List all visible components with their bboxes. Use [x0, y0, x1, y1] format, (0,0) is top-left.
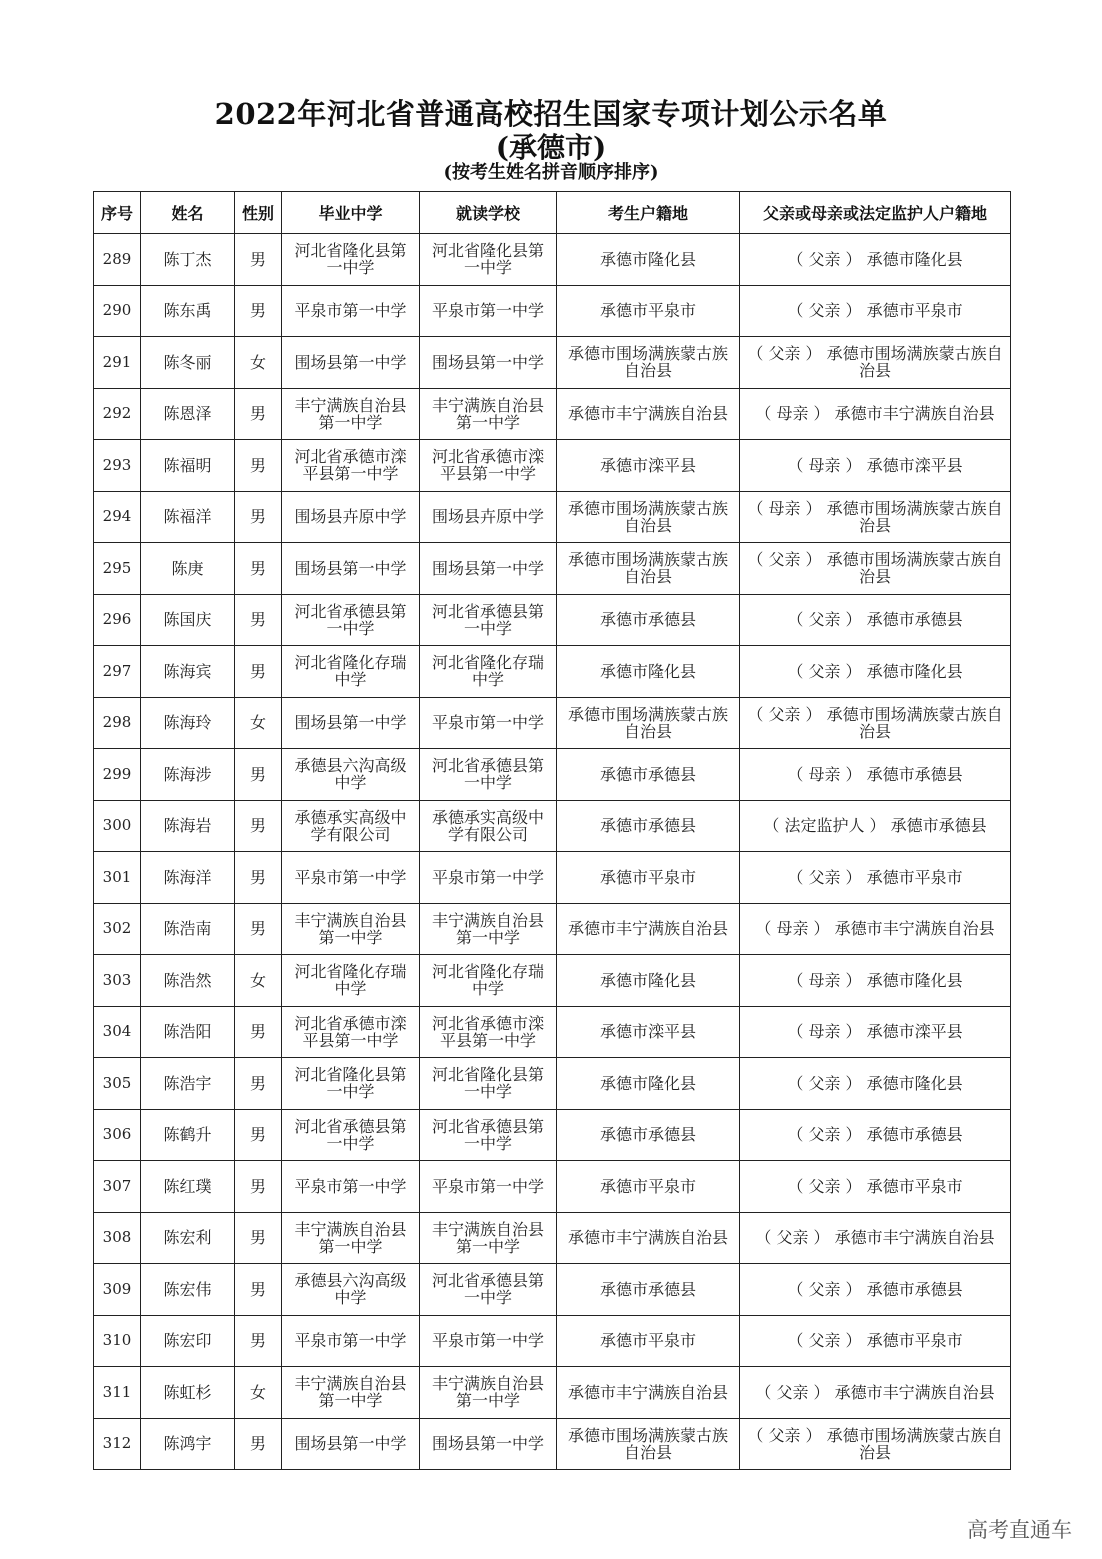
cell-guardian-household: （ 父亲 ） 承德市承德县: [740, 1264, 1011, 1316]
cell-seq: 304: [94, 1006, 141, 1058]
cell-guardian-household: （ 父亲 ） 承德市承德县: [740, 594, 1011, 646]
cell-name: 陈虹杉: [141, 1367, 235, 1419]
cell-name: 陈福洋: [141, 491, 235, 543]
cell-graduated-school: 承德县六沟高级中学: [282, 1264, 420, 1316]
cell-graduated-school: 丰宁满族自治县第一中学: [282, 388, 420, 440]
cell-name: 陈鸿宇: [141, 1418, 235, 1470]
cell-seq: 291: [94, 337, 141, 389]
cell-current-school: 河北省承德县第一中学: [420, 749, 557, 801]
cell-name: 陈红璞: [141, 1161, 235, 1213]
cell-seq: 305: [94, 1058, 141, 1110]
cell-gender: 男: [235, 543, 282, 595]
cell-name: 陈福明: [141, 440, 235, 492]
cell-current-school: 河北省隆化县第一中学: [420, 1058, 557, 1110]
cell-current-school: 丰宁满族自治县第一中学: [420, 1367, 557, 1419]
table-row: [94, 955, 1011, 1007]
cell-graduated-school: 围场县第一中学: [282, 1418, 420, 1470]
cell-seq: 296: [94, 594, 141, 646]
cell-gender: 男: [235, 800, 282, 852]
cell-graduated-school: 承德承实高级中学有限公司: [282, 800, 420, 852]
cell-graduated-school: 河北省承德县第一中学: [282, 1109, 420, 1161]
cell-gender: 女: [235, 955, 282, 1007]
cell-seq: 302: [94, 903, 141, 955]
cell-graduated-school: 承德县六沟高级中学: [282, 749, 420, 801]
cell-name: 陈冬丽: [141, 337, 235, 389]
cell-gender: 男: [235, 1161, 282, 1213]
table-row: [94, 388, 1011, 440]
cell-name: 陈庚: [141, 543, 235, 595]
cell-household: 承德市平泉市: [557, 285, 740, 337]
table-row: [94, 440, 1011, 492]
table-row: [94, 234, 1011, 286]
cell-graduated-school: 平泉市第一中学: [282, 1315, 420, 1367]
cell-seq: 299: [94, 749, 141, 801]
table-row: [94, 697, 1011, 749]
cell-gender: 男: [235, 903, 282, 955]
col-header-household: 考生户籍地: [557, 192, 740, 234]
cell-name: 陈宏印: [141, 1315, 235, 1367]
cell-name: 陈海岩: [141, 800, 235, 852]
col-header-seq: 序号: [94, 192, 141, 234]
cell-name: 陈浩阳: [141, 1006, 235, 1058]
table-row: [94, 337, 1011, 389]
cell-current-school: 平泉市第一中学: [420, 285, 557, 337]
cell-name: 陈浩然: [141, 955, 235, 1007]
cell-household: 承德市平泉市: [557, 1161, 740, 1213]
table-row: [94, 852, 1011, 904]
cell-household: 承德市丰宁满族自治县: [557, 388, 740, 440]
cell-seq: 309: [94, 1264, 141, 1316]
col-header-graduated-school: 毕业中学: [282, 192, 420, 234]
cell-guardian-household: （ 父亲 ） 承德市平泉市: [740, 852, 1011, 904]
cell-gender: 男: [235, 388, 282, 440]
cell-seq: 293: [94, 440, 141, 492]
cell-household: 承德市围场满族蒙古族自治县: [557, 491, 740, 543]
table-row: [94, 749, 1011, 801]
cell-household: 承德市承德县: [557, 1264, 740, 1316]
sort-note: (按考生姓名拼音顺序排序): [443, 162, 659, 183]
cell-guardian-household: （ 父亲 ） 承德市围场满族蒙古族自治县: [740, 697, 1011, 749]
cell-gender: 男: [235, 1212, 282, 1264]
cell-seq: 297: [94, 646, 141, 698]
cell-guardian-household: （ 父亲 ） 承德市隆化县: [740, 234, 1011, 286]
col-header-guardian-household: 父亲或母亲或法定监护人户籍地: [740, 192, 1011, 234]
cell-seq: 307: [94, 1161, 141, 1213]
cell-household: 承德市平泉市: [557, 852, 740, 904]
table-row: [94, 800, 1011, 852]
page-subtitle: (承德市): [495, 131, 607, 164]
cell-guardian-household: （ 母亲 ） 承德市丰宁满族自治县: [740, 388, 1011, 440]
cell-current-school: 平泉市第一中学: [420, 1161, 557, 1213]
table-row: [94, 1367, 1011, 1419]
table-row: [94, 285, 1011, 337]
table-row: [94, 491, 1011, 543]
cell-guardian-household: （ 父亲 ） 承德市平泉市: [740, 285, 1011, 337]
cell-household: 承德市承德县: [557, 1109, 740, 1161]
table-row: [94, 646, 1011, 698]
cell-household: 承德市隆化县: [557, 1058, 740, 1110]
col-header-name: 姓名: [141, 192, 235, 234]
cell-current-school: 围场县第一中学: [420, 337, 557, 389]
roster-table: [93, 191, 1011, 1470]
cell-guardian-household: （ 父亲 ） 承德市围场满族蒙古族自治县: [740, 1418, 1011, 1470]
cell-household: 承德市丰宁满族自治县: [557, 1367, 740, 1419]
table-row: [94, 594, 1011, 646]
cell-current-school: 河北省隆化存瑞中学: [420, 646, 557, 698]
cell-household: 承德市滦平县: [557, 440, 740, 492]
cell-name: 陈宏利: [141, 1212, 235, 1264]
cell-guardian-household: （ 父亲 ） 承德市隆化县: [740, 1058, 1011, 1110]
cell-household: 承德市丰宁满族自治县: [557, 1212, 740, 1264]
table-row: [94, 1315, 1011, 1367]
table-row: [94, 1212, 1011, 1264]
cell-household: 承德市隆化县: [557, 234, 740, 286]
cell-gender: 男: [235, 234, 282, 286]
cell-gender: 女: [235, 1367, 282, 1419]
cell-graduated-school: 围场县第一中学: [282, 697, 420, 749]
cell-current-school: 河北省承德县第一中学: [420, 1264, 557, 1316]
cell-household: 承德市围场满族蒙古族自治县: [557, 1418, 740, 1470]
cell-gender: 男: [235, 1058, 282, 1110]
cell-graduated-school: 河北省隆化存瑞中学: [282, 955, 420, 1007]
cell-seq: 300: [94, 800, 141, 852]
cell-seq: 289: [94, 234, 141, 286]
cell-seq: 311: [94, 1367, 141, 1419]
cell-seq: 298: [94, 697, 141, 749]
cell-seq: 308: [94, 1212, 141, 1264]
cell-current-school: 平泉市第一中学: [420, 697, 557, 749]
cell-name: 陈东禹: [141, 285, 235, 337]
cell-graduated-school: 围场县第一中学: [282, 337, 420, 389]
cell-current-school: 围场县第一中学: [420, 1418, 557, 1470]
cell-household: 承德市平泉市: [557, 1315, 740, 1367]
cell-household: 承德市滦平县: [557, 1006, 740, 1058]
cell-household: 承德市围场满族蒙古族自治县: [557, 337, 740, 389]
cell-current-school: 围场县第一中学: [420, 543, 557, 595]
cell-seq: 290: [94, 285, 141, 337]
cell-graduated-school: 平泉市第一中学: [282, 1161, 420, 1213]
cell-name: 陈恩泽: [141, 388, 235, 440]
cell-current-school: 河北省隆化县第一中学: [420, 234, 557, 286]
cell-name: 陈海宾: [141, 646, 235, 698]
cell-graduated-school: 丰宁满族自治县第一中学: [282, 1367, 420, 1419]
table-row: [94, 1161, 1011, 1213]
table-row: [94, 1264, 1011, 1316]
cell-graduated-school: 围场县卉原中学: [282, 491, 420, 543]
table-header-row: [94, 192, 1011, 234]
cell-guardian-household: （ 父亲 ） 承德市平泉市: [740, 1161, 1011, 1213]
cell-current-school: 平泉市第一中学: [420, 1315, 557, 1367]
page-title: 2022年河北省普通高校招生国家专项计划公示名单: [214, 97, 888, 131]
cell-graduated-school: 平泉市第一中学: [282, 285, 420, 337]
cell-graduated-school: 围场县第一中学: [282, 543, 420, 595]
cell-graduated-school: 丰宁满族自治县第一中学: [282, 903, 420, 955]
cell-gender: 男: [235, 491, 282, 543]
table-row: [94, 1006, 1011, 1058]
cell-graduated-school: 丰宁满族自治县第一中学: [282, 1212, 420, 1264]
cell-gender: 男: [235, 1264, 282, 1316]
cell-household: 承德市丰宁满族自治县: [557, 903, 740, 955]
col-header-gender: 性别: [235, 192, 282, 234]
cell-name: 陈丁杰: [141, 234, 235, 286]
cell-current-school: 河北省承德市滦平县第一中学: [420, 1006, 557, 1058]
cell-guardian-household: （ 父亲 ） 承德市承德县: [740, 1109, 1011, 1161]
cell-guardian-household: （ 父亲 ） 承德市平泉市: [740, 1315, 1011, 1367]
cell-current-school: 河北省隆化存瑞中学: [420, 955, 557, 1007]
cell-gender: 女: [235, 337, 282, 389]
cell-guardian-household: （ 母亲 ） 承德市丰宁满族自治县: [740, 903, 1011, 955]
cell-graduated-school: 河北省承德县第一中学: [282, 594, 420, 646]
cell-current-school: 承德承实高级中学有限公司: [420, 800, 557, 852]
table-row: [94, 1418, 1011, 1470]
cell-guardian-household: （ 母亲 ） 承德市隆化县: [740, 955, 1011, 1007]
cell-guardian-household: （ 父亲 ） 承德市围场满族蒙古族自治县: [740, 543, 1011, 595]
cell-graduated-school: 河北省隆化存瑞中学: [282, 646, 420, 698]
cell-guardian-household: （ 父亲 ） 承德市围场满族蒙古族自治县: [740, 337, 1011, 389]
cell-graduated-school: 河北省承德市滦平县第一中学: [282, 1006, 420, 1058]
cell-gender: 男: [235, 749, 282, 801]
watermark-text: 高考直通车: [967, 1518, 1072, 1542]
cell-seq: 294: [94, 491, 141, 543]
table-row: [94, 903, 1011, 955]
cell-guardian-household: （ 母亲 ） 承德市滦平县: [740, 1006, 1011, 1058]
cell-guardian-household: （ 母亲 ） 承德市承德县: [740, 749, 1011, 801]
cell-household: 承德市承德县: [557, 749, 740, 801]
cell-current-school: 丰宁满族自治县第一中学: [420, 1212, 557, 1264]
cell-gender: 女: [235, 697, 282, 749]
cell-current-school: 丰宁满族自治县第一中学: [420, 388, 557, 440]
cell-gender: 男: [235, 1315, 282, 1367]
cell-current-school: 围场县卉原中学: [420, 491, 557, 543]
cell-graduated-school: 平泉市第一中学: [282, 852, 420, 904]
cell-guardian-household: （ 法定监护人 ） 承德市承德县: [740, 800, 1011, 852]
cell-household: 承德市隆化县: [557, 646, 740, 698]
cell-name: 陈海涉: [141, 749, 235, 801]
cell-gender: 男: [235, 646, 282, 698]
cell-current-school: 平泉市第一中学: [420, 852, 557, 904]
cell-graduated-school: 河北省承德市滦平县第一中学: [282, 440, 420, 492]
cell-gender: 男: [235, 285, 282, 337]
table-row: [94, 1109, 1011, 1161]
cell-gender: 男: [235, 852, 282, 904]
cell-guardian-household: （ 母亲 ） 承德市滦平县: [740, 440, 1011, 492]
cell-seq: 301: [94, 852, 141, 904]
cell-guardian-household: （ 父亲 ） 承德市隆化县: [740, 646, 1011, 698]
cell-seq: 306: [94, 1109, 141, 1161]
cell-seq: 295: [94, 543, 141, 595]
cell-household: 承德市承德县: [557, 800, 740, 852]
cell-current-school: 河北省承德市滦平县第一中学: [420, 440, 557, 492]
cell-name: 陈浩宇: [141, 1058, 235, 1110]
cell-seq: 310: [94, 1315, 141, 1367]
cell-guardian-household: （ 母亲 ） 承德市围场满族蒙古族自治县: [740, 491, 1011, 543]
cell-household: 承德市围场满族蒙古族自治县: [557, 697, 740, 749]
cell-current-school: 河北省承德县第一中学: [420, 594, 557, 646]
cell-name: 陈浩南: [141, 903, 235, 955]
cell-guardian-household: （ 父亲 ） 承德市丰宁满族自治县: [740, 1367, 1011, 1419]
cell-name: 陈海玲: [141, 697, 235, 749]
cell-seq: 292: [94, 388, 141, 440]
cell-name: 陈宏伟: [141, 1264, 235, 1316]
cell-guardian-household: （ 父亲 ） 承德市丰宁满族自治县: [740, 1212, 1011, 1264]
table-row: [94, 1058, 1011, 1110]
table-row: [94, 543, 1011, 595]
cell-name: 陈鹤升: [141, 1109, 235, 1161]
col-header-current-school: 就读学校: [420, 192, 557, 234]
cell-graduated-school: 河北省隆化县第一中学: [282, 234, 420, 286]
cell-graduated-school: 河北省隆化县第一中学: [282, 1058, 420, 1110]
cell-gender: 男: [235, 1006, 282, 1058]
cell-current-school: 丰宁满族自治县第一中学: [420, 903, 557, 955]
cell-household: 承德市围场满族蒙古族自治县: [557, 543, 740, 595]
cell-gender: 男: [235, 440, 282, 492]
cell-seq: 312: [94, 1418, 141, 1470]
cell-gender: 男: [235, 1418, 282, 1470]
cell-gender: 男: [235, 1109, 282, 1161]
cell-household: 承德市承德县: [557, 594, 740, 646]
cell-current-school: 河北省承德县第一中学: [420, 1109, 557, 1161]
cell-gender: 男: [235, 594, 282, 646]
cell-seq: 303: [94, 955, 141, 1007]
cell-name: 陈海洋: [141, 852, 235, 904]
cell-household: 承德市隆化县: [557, 955, 740, 1007]
cell-name: 陈国庆: [141, 594, 235, 646]
